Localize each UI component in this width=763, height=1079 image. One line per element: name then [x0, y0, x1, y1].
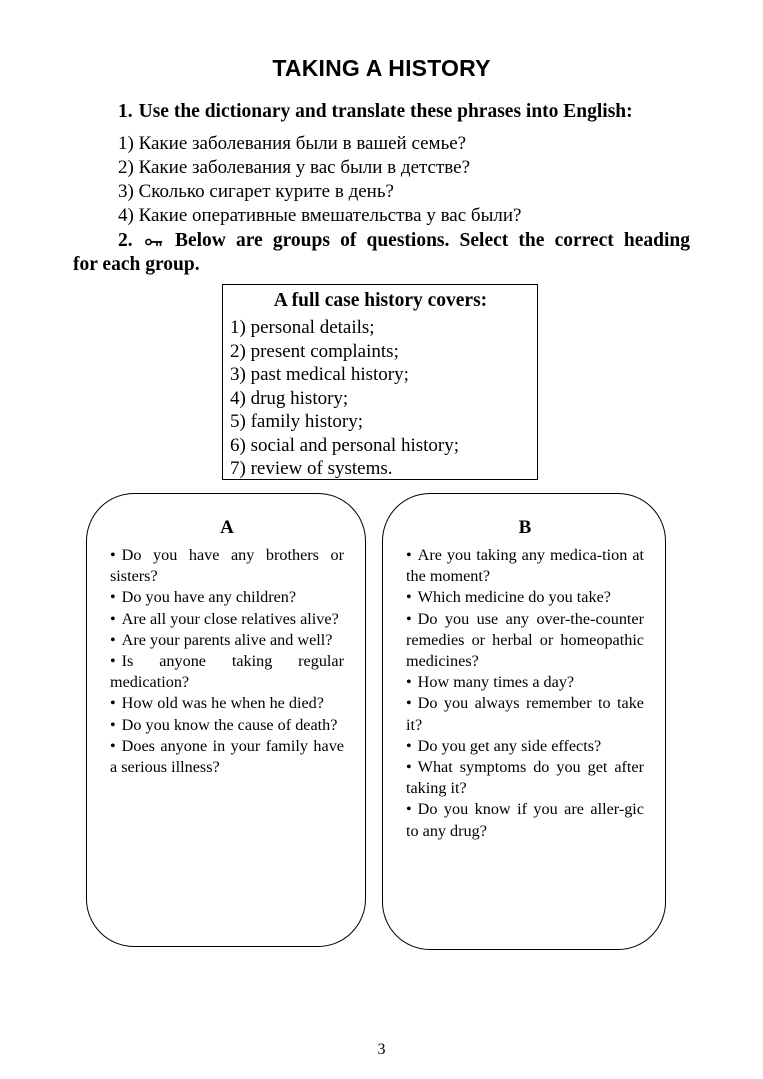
key-icon [145, 236, 163, 248]
case-history-item: 1) personal details; [230, 317, 375, 338]
question-item [406, 799, 644, 841]
bullet-icon: • [110, 630, 116, 649]
task-2-first-line [73, 229, 690, 253]
task-2-instruction-line-1: Below are groups of questions. Select the correct heading [174, 230, 690, 251]
question-text: Do you always remember to take it? [406, 694, 644, 734]
page-title: TAKING A HISTORY [272, 55, 491, 81]
question-item [110, 736, 344, 778]
question-text: How old was he when he died? [121, 694, 324, 713]
question-item [406, 609, 644, 673]
bullet-icon: • [110, 715, 116, 734]
task-2-heading [73, 229, 690, 277]
phrase-item: 1) Какие заболевания были в вашей семье? [118, 133, 467, 154]
task-2-instruction-line-2: for each group. [73, 254, 200, 275]
question-item [406, 545, 644, 587]
group-a-question-list [110, 545, 344, 778]
bullet-icon: • [406, 694, 412, 713]
case-history-item: 7) review of systems. [230, 458, 393, 479]
question-text: What symptoms do you get after taking it? [406, 758, 644, 798]
question-text: Are your parents alive and well? [121, 630, 333, 649]
case-history-box-title: A full case history covers: [273, 290, 488, 311]
case-history-item: 3) past medical history; [230, 364, 409, 385]
phrase-item: 2) Какие заболевания у вас были в детстве? [118, 157, 471, 178]
bullet-icon: • [110, 694, 116, 713]
group-b-label: B [518, 517, 532, 538]
question-text: Does anyone in your family have a serious illness? [110, 736, 344, 777]
case-history-item: 2) present complaints; [230, 340, 399, 362]
question-text: How many times a day? [417, 673, 575, 692]
case-history-item: 6) social and personal history; [230, 434, 460, 456]
bullet-icon: • [406, 758, 412, 777]
question-text: Do you have any brothers or sisters? [110, 546, 344, 586]
question-item [406, 693, 644, 735]
question-text: Do you know the cause of death? [121, 715, 338, 734]
question-text: Which medicine do you take? [417, 588, 611, 607]
question-item [406, 587, 644, 608]
question-item [110, 651, 344, 693]
bullet-icon: • [110, 652, 116, 671]
bullet-icon: • [406, 609, 412, 628]
question-text: Is anyone taking regular medication? [110, 652, 344, 692]
phrase-item: 4) Какие оперативные вмешательства у вас были? [118, 205, 522, 226]
question-item [406, 672, 644, 693]
case-history-item: 5) family history; [230, 411, 363, 432]
case-history-list [230, 316, 531, 481]
task-2-number: 2. [118, 230, 133, 251]
question-item [110, 609, 344, 630]
bullet-icon: • [406, 673, 412, 692]
question-group-a [86, 493, 366, 947]
group-a-label: A [220, 517, 234, 538]
task-1-number: 1. [118, 101, 133, 122]
phrase-list [118, 132, 521, 228]
question-text: Do you get any side effects? [417, 736, 602, 755]
bullet-icon: • [406, 588, 412, 607]
bullet-icon: • [406, 546, 412, 564]
question-item [110, 715, 344, 736]
bullet-icon: • [110, 609, 116, 628]
question-item [110, 545, 344, 587]
case-history-box [222, 284, 538, 480]
question-item [406, 736, 644, 757]
page-number: 3 [377, 1041, 386, 1058]
group-b-question-list [406, 545, 644, 842]
question-text: Do you have any children? [121, 588, 297, 607]
question-text: Do you know if you are aller-gic to any drug? [406, 800, 644, 840]
bullet-icon: • [110, 546, 116, 564]
task-1-heading [118, 101, 633, 123]
question-group-b [382, 493, 666, 950]
question-text: Do you use any over-the-counter remedies or herbal or homeopathic medicines? [406, 609, 644, 671]
case-history-item: 4) drug history; [230, 387, 349, 409]
question-item [110, 693, 344, 714]
question-item [110, 587, 344, 608]
question-item [406, 757, 644, 799]
task-1-instruction: Use the dictionary and translate these phrases into English: [138, 101, 633, 122]
bullet-icon: • [110, 736, 116, 755]
phrase-item: 3) Сколько сигарет курите в день? [118, 181, 394, 202]
bullet-icon: • [406, 800, 412, 819]
question-item [110, 630, 344, 651]
bullet-icon: • [110, 588, 116, 607]
bullet-icon: • [406, 736, 412, 755]
question-text: Are all your close relatives alive? [121, 609, 339, 628]
question-text: Are you taking any medica-tion at the moment? [406, 546, 644, 586]
